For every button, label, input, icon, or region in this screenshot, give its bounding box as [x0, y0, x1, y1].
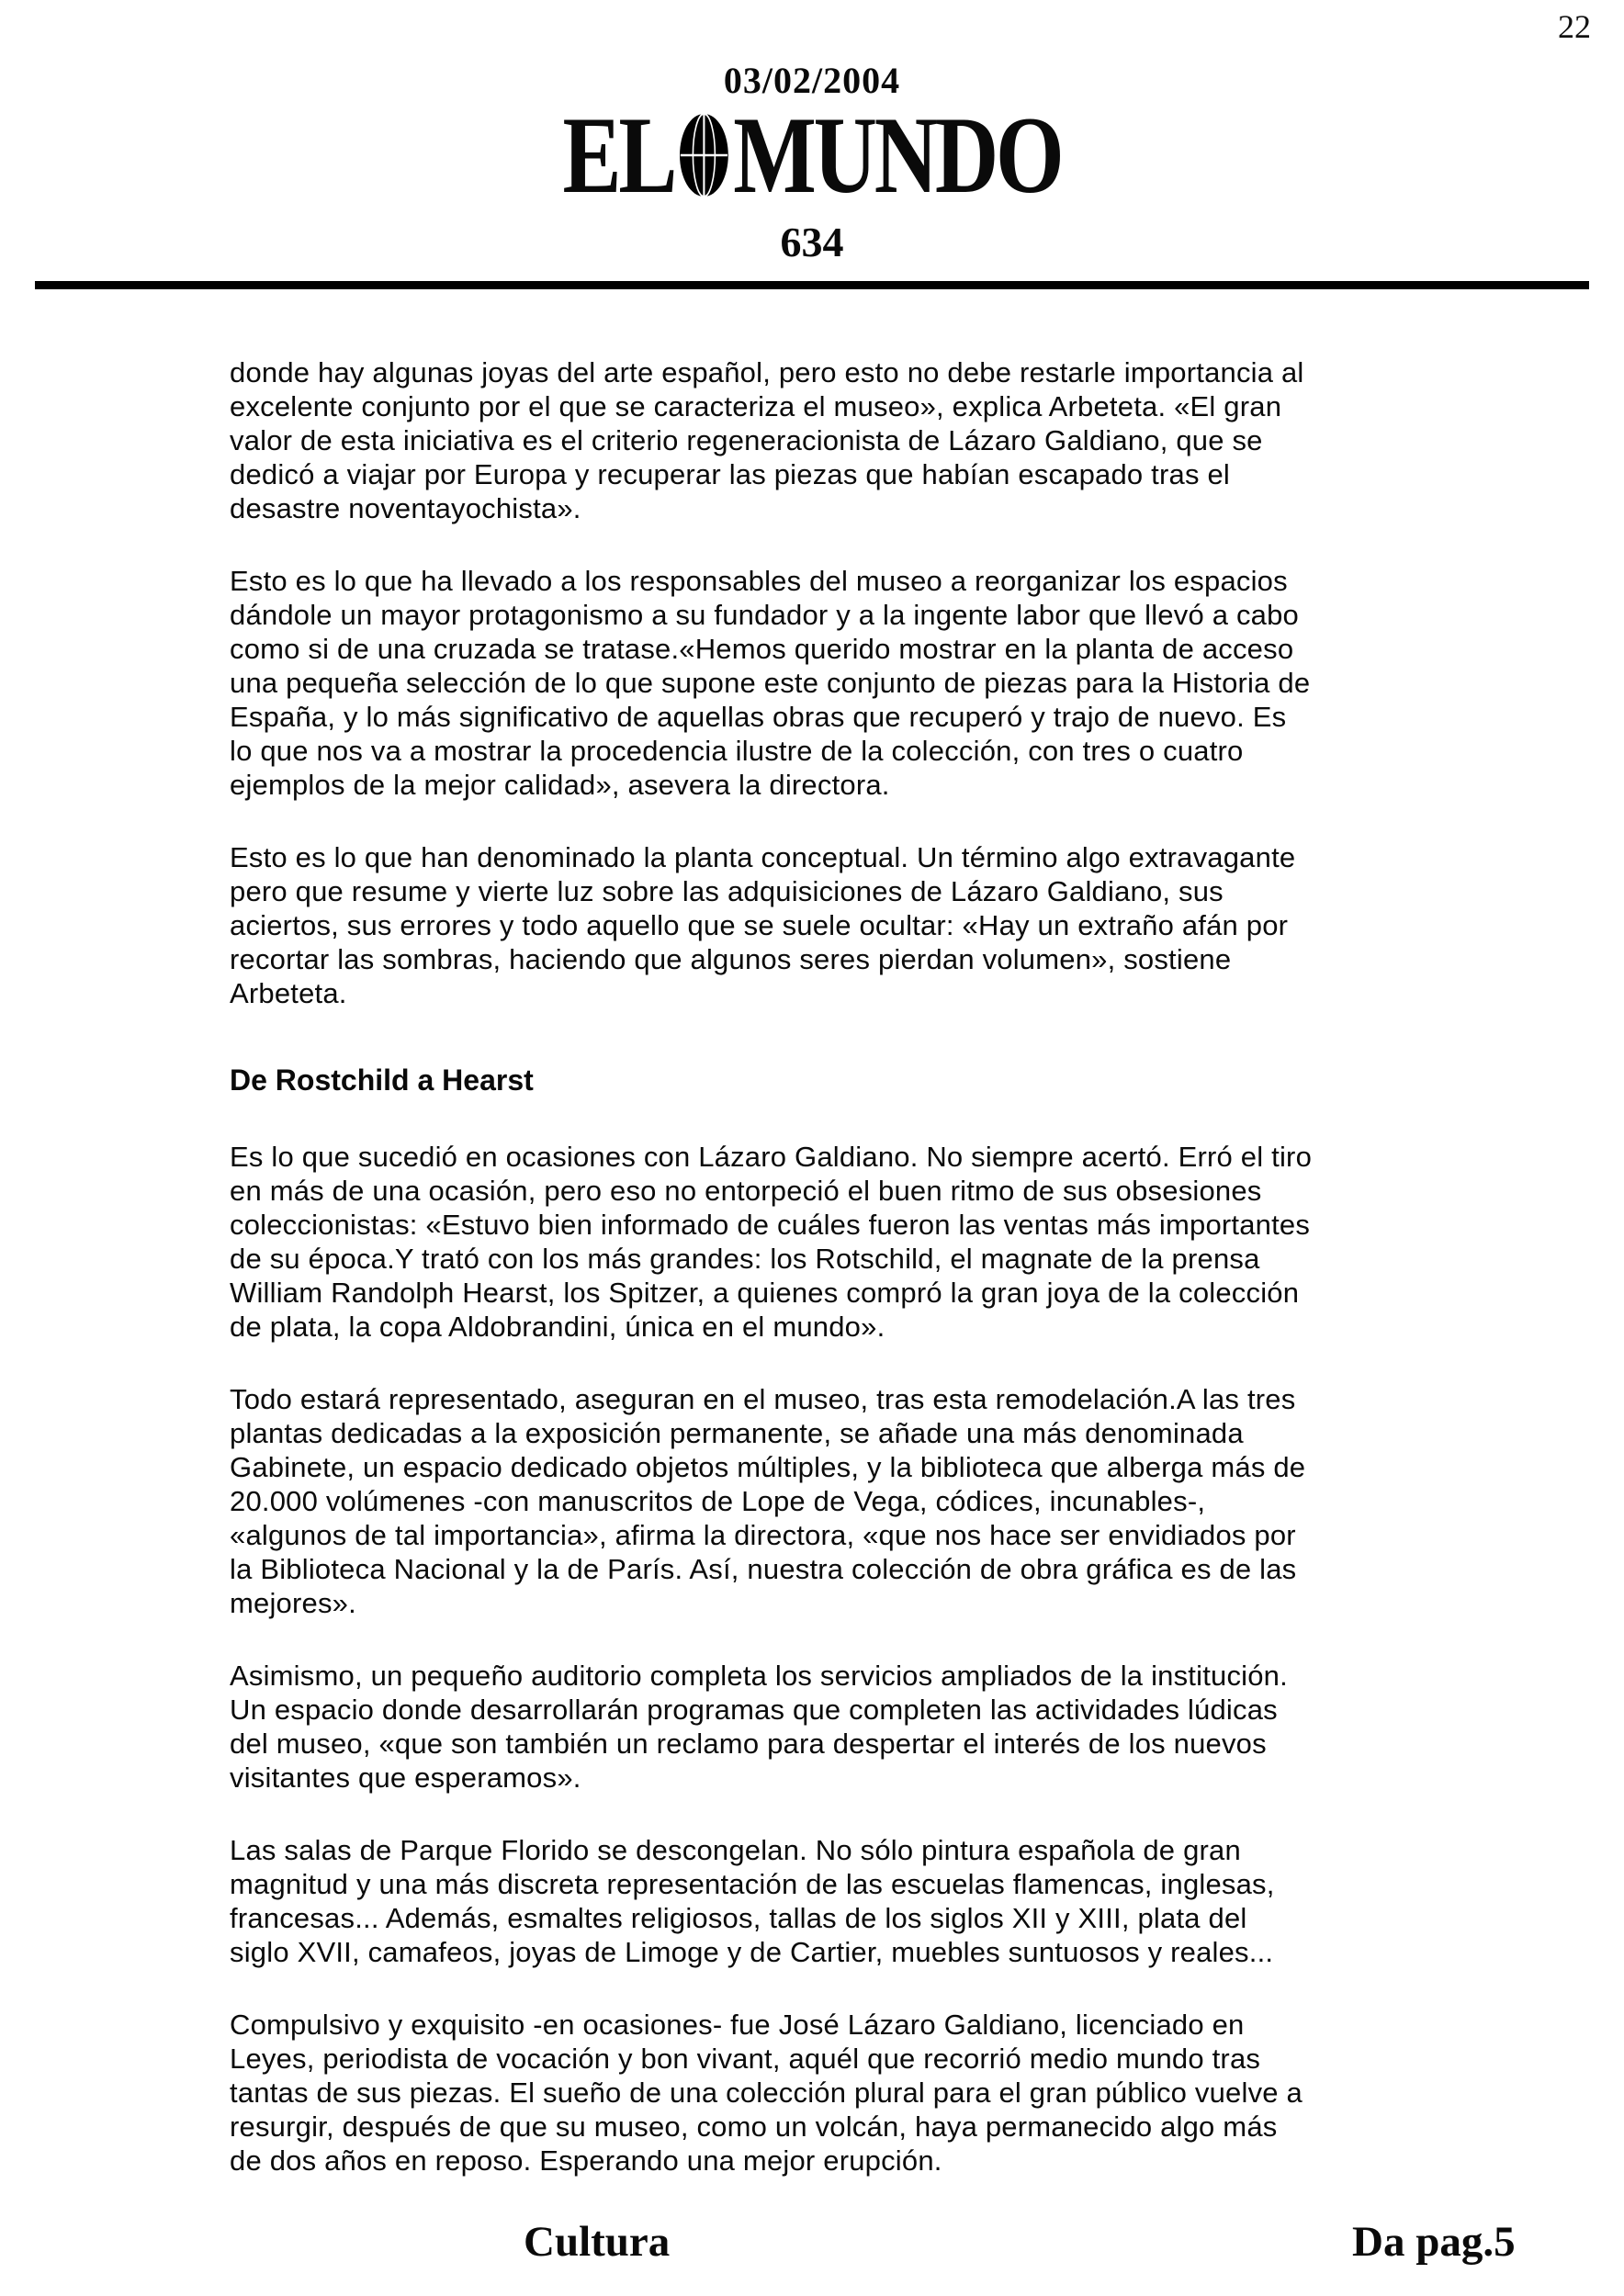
globe-icon	[677, 112, 730, 198]
edition-number: 634	[780, 219, 844, 265]
article-paragraph: donde hay algunas joyas del arte español, pero esto no debe restarle importancia al excelente conjunto por el que se caracteriza el museo», explica Arbeteta. «El gran valor de esta iniciativa es el criterio regeneracionista de Lázaro Galdiano, que se dedicó a viajar por Europa y recuperar las piezas que habían escapado tras el desastre noventayochista».	[230, 356, 1304, 524]
masthead-text-mundo: MUNDO	[733, 94, 1062, 216]
article-paragraph: Compulsivo y exquisito -en ocasiones- fue José Lázaro Galdiano, licenciado en Leyes, periodista de vocación y bon vivant, aquél que recorrió medio mundo tras tantas de sus piezas. El sueño de una colección plural para el gran público vuelve a resurgir, después de que su museo, como un volcán, haya permanecido algo más de dos años en reposo. Esperando una mejor erupción.	[230, 2009, 1303, 2177]
masthead-text-el: EL	[562, 94, 675, 216]
article-paragraph: Esto es lo que han denominado la planta conceptual. Un término algo extravagante pero que resume y vierte luz sobre las adquisiciones de Lázaro Galdiano, sus aciertos, sus errores y todo aquello que se suele ocultar: «Hay un extraño afán por recortar las sombras, haciendo que algunos seres pierdan volumen», sostiene Arbeteta.	[230, 841, 1296, 1009]
page-number: 22	[1558, 8, 1591, 45]
article-paragraph: Esto es lo que ha llevado a los responsables del museo a reorganizar los espacios dándole un mayor protagonismo a su fundador y a la ingente labor que llevó a cabo como si de una cruzada se tratase.«Hemos querido mostrar en la planta de acceso una pequeña selección de lo que supone este conjunto de piezas para la Historia de España, y lo más significativo de aquellas obras que recuperó y trajo de nuevo. Es lo que nos va a mostrar la procedencia ilustre de la colección, con tres o cuatro ejemplos de la mejor calidad», asevera la directora.	[230, 565, 1311, 801]
article-subheading: De Rostchild a Hearst	[230, 1064, 534, 1097]
footer-source-page: Da pag.5	[1352, 2218, 1516, 2266]
article-paragraph: Las salas de Parque Florido se descongelan. No sólo pintura española de gran magnitud y una más discreta representación de las escuelas flamencas, inglesas, francesas... Además, esmaltes religiosos, tallas de los siglos XII y XIII, plata del siglo XVII, camafeos, joyas de Limoge y de Cartier, muebles suntuosos y reales...	[230, 1834, 1275, 1968]
article-paragraph: Asimismo, un pequeño auditorio completa los servicios ampliados de la institución. Un espacio donde desarrollarán programas que completen las actividades lúdicas del museo, «que son también un reclamo para despertar el interés de los nuevos visitantes que esperamos».	[230, 1660, 1288, 1794]
article-body	[230, 355, 1314, 2178]
clipping-footer	[0, 2217, 1624, 2272]
article-paragraph: Es lo que sucedió en ocasiones con Lázaro Galdiano. No siempre acertó. Erró el tiro en más de una ocasión, pero eso no entorpeció el buen ritmo de sus obsesiones coleccionistas: «Estuvo bien informado de cuáles fueron las ventas más importantes de su época.Y trató con los más grandes: los Rotschild, el magnate de la prensa William Randolph Hearst, los Spitzer, a quienes compró la gran joya de la colección de plata, la copa Aldobrandini, única en el mundo».	[230, 1141, 1313, 1343]
press-date: 03/02/2004	[723, 60, 901, 101]
clipping-header	[0, 0, 1624, 266]
header-divider	[35, 281, 1589, 289]
article-paragraph: Todo estará representado, aseguran en el museo, tras esta remodelación.A las tres plantas dedicadas a la exposición permanente, se añade una más denominada Gabinete, un espacio dedicado objetos múltiples, y la biblioteca que alberga más de 20.000 volúmenes -con manuscritos de Lope de Vega, códices, incunables-, «algunos de tal importancia», afirma la directora, «que nos hace ser envidiados por la Biblioteca Nacional y la de París. Así, nuestra colección de obra gráfica es de las mejores».	[230, 1383, 1306, 1619]
elmundo-masthead	[163, 94, 1461, 216]
footer-section-label: Cultura	[524, 2218, 671, 2266]
